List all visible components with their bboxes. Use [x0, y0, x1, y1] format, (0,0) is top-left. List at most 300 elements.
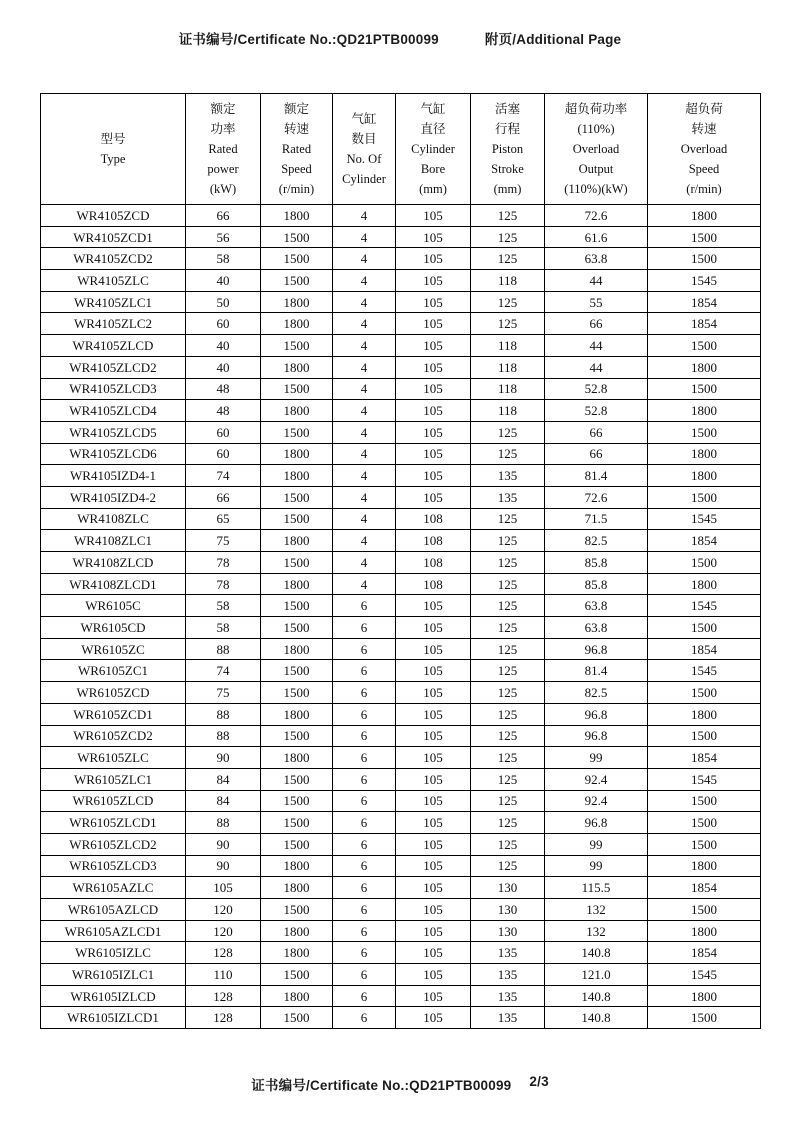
table-cell: 82.5	[545, 530, 648, 552]
table-cell: 1500	[261, 790, 333, 812]
table-cell: WR6105IZLC	[41, 942, 186, 964]
table-cell: 1500	[261, 270, 333, 292]
table-cell: 1500	[648, 790, 761, 812]
table-cell: 4	[333, 552, 396, 574]
table-cell: 44	[545, 335, 648, 357]
table-row	[41, 313, 761, 335]
column-header-line: Speed	[688, 162, 720, 176]
table-row	[41, 400, 761, 422]
table-cell: 105	[186, 877, 261, 899]
table-cell: 1800	[261, 877, 333, 899]
table-cell: 130	[471, 877, 545, 899]
table-cell: 105	[396, 725, 471, 747]
table-cell: WR4105IZD4-1	[41, 465, 186, 487]
table-cell: WR6105IZLCD1	[41, 1007, 186, 1029]
table-cell: 1500	[648, 378, 761, 400]
table-cell: 105	[396, 638, 471, 660]
table-cell: 1500	[261, 595, 333, 617]
table-cell: 1545	[648, 270, 761, 292]
table-cell: 125	[471, 313, 545, 335]
table-cell: WR6105ZLCD2	[41, 833, 186, 855]
table-cell: 1500	[648, 226, 761, 248]
column-header-line: 超负荷功率	[564, 102, 628, 116]
table-cell: 90	[186, 855, 261, 877]
table-cell: 1500	[261, 486, 333, 508]
table-cell: 6	[333, 638, 396, 660]
table-cell: WR4105ZLCD6	[41, 443, 186, 465]
table-cell: 81.4	[545, 660, 648, 682]
table-cell: 6	[333, 617, 396, 639]
table-cell: 63.8	[545, 595, 648, 617]
column-header-line: No. Of	[346, 152, 382, 166]
table-cell: 130	[471, 920, 545, 942]
table-cell: 1800	[648, 920, 761, 942]
table-cell: 40	[186, 270, 261, 292]
table-cell: 84	[186, 768, 261, 790]
table-row	[41, 833, 761, 855]
table-cell: 135	[471, 1007, 545, 1029]
table-cell: 1800	[261, 443, 333, 465]
table-cell: 105	[396, 833, 471, 855]
table-cell: 1800	[261, 747, 333, 769]
table-cell: 4	[333, 226, 396, 248]
table-cell: WR6105IZLC1	[41, 964, 186, 986]
column-header-overload-speed	[648, 94, 761, 205]
table-row	[41, 790, 761, 812]
table-cell: 96.8	[545, 812, 648, 834]
table-cell: 4	[333, 378, 396, 400]
table-cell: 58	[186, 595, 261, 617]
table-cell: 1800	[261, 703, 333, 725]
table-cell: 1800	[261, 465, 333, 487]
table-cell: 1500	[261, 899, 333, 921]
table-cell: 1800	[261, 356, 333, 378]
table-cell: 48	[186, 400, 261, 422]
column-header-line: 直径	[420, 122, 446, 136]
table-cell: 6	[333, 1007, 396, 1029]
table-cell: 4	[333, 465, 396, 487]
table-cell: 128	[186, 985, 261, 1007]
table-header-row	[41, 94, 761, 205]
table-cell: 105	[396, 378, 471, 400]
column-header-line: Stroke	[491, 162, 524, 176]
table-cell: 118	[471, 378, 545, 400]
engine-spec-table	[40, 93, 761, 1029]
table-row	[41, 985, 761, 1007]
table-cell: WR6105ZC1	[41, 660, 186, 682]
table-cell: 66	[545, 313, 648, 335]
table-cell: 6	[333, 855, 396, 877]
table-cell: WR4108ZLCD	[41, 552, 186, 574]
table-cell: 6	[333, 725, 396, 747]
table-cell: 4	[333, 291, 396, 313]
column-header-line: Speed	[281, 162, 312, 176]
column-header-line: Cylinder	[411, 142, 455, 156]
table-cell: 1854	[648, 638, 761, 660]
table-cell: 6	[333, 964, 396, 986]
table-cell: WR6105AZLCD	[41, 899, 186, 921]
table-cell: 78	[186, 573, 261, 595]
table-row	[41, 899, 761, 921]
table-row	[41, 617, 761, 639]
table-cell: 125	[471, 205, 545, 227]
table-cell: 88	[186, 703, 261, 725]
table-cell: WR6105ZLCD3	[41, 855, 186, 877]
column-header-line: (r/min)	[686, 182, 722, 196]
table-cell: 4	[333, 400, 396, 422]
table-cell: 1854	[648, 313, 761, 335]
table-cell: 118	[471, 400, 545, 422]
table-cell: 6	[333, 812, 396, 834]
table-cell: 61.6	[545, 226, 648, 248]
table-cell: 125	[471, 812, 545, 834]
table-cell: 96.8	[545, 638, 648, 660]
table-cell: 4	[333, 508, 396, 530]
table-row	[41, 356, 761, 378]
table-cell: 4	[333, 205, 396, 227]
table-cell: 108	[396, 508, 471, 530]
table-cell: 128	[186, 1007, 261, 1029]
table-cell: 125	[471, 725, 545, 747]
table-cell: 105	[396, 313, 471, 335]
table-cell: 1500	[261, 1007, 333, 1029]
table-cell: 6	[333, 899, 396, 921]
table-cell: 1545	[648, 595, 761, 617]
column-header-line: (mm)	[493, 182, 522, 196]
table-cell: 4	[333, 335, 396, 357]
table-cell: 1500	[261, 617, 333, 639]
table-row	[41, 508, 761, 530]
column-header-type	[41, 94, 186, 205]
table-cell: 140.8	[545, 942, 648, 964]
table-cell: 56	[186, 226, 261, 248]
table-cell: 105	[396, 595, 471, 617]
table-cell: 99	[545, 833, 648, 855]
table-header	[41, 94, 761, 205]
certificate-number-footer: 证书编号/Certificate No.:QD21PTB00099	[251, 1078, 512, 1093]
table-cell: 4	[333, 573, 396, 595]
table-cell: WR4105ZLC1	[41, 291, 186, 313]
table-cell: WR6105ZC	[41, 638, 186, 660]
table-cell: 65	[186, 508, 261, 530]
table-cell: 72.6	[545, 486, 648, 508]
table-cell: 85.8	[545, 573, 648, 595]
table-cell: WR4105ZLC2	[41, 313, 186, 335]
table-cell: 125	[471, 855, 545, 877]
table-cell: 1800	[261, 205, 333, 227]
table-cell: 125	[471, 682, 545, 704]
table-cell: 78	[186, 552, 261, 574]
column-header-line: 转速	[283, 122, 309, 136]
column-header-overload-output	[545, 94, 648, 205]
table-cell: 125	[471, 617, 545, 639]
table-cell: 135	[471, 465, 545, 487]
column-header-line: 额定	[210, 102, 236, 116]
table-cell: 135	[471, 985, 545, 1007]
column-header-line: Piston	[491, 142, 524, 156]
table-cell: 96.8	[545, 725, 648, 747]
table-cell: 58	[186, 617, 261, 639]
table-cell: 1500	[261, 335, 333, 357]
column-header-line: (r/min)	[278, 182, 315, 196]
table-cell: WR4105ZCD	[41, 205, 186, 227]
column-header-line: Overload	[680, 142, 728, 156]
table-cell: 48	[186, 378, 261, 400]
column-header-line: 型号	[100, 132, 126, 146]
table-cell: 72.6	[545, 205, 648, 227]
table-cell: 1500	[648, 248, 761, 270]
table-cell: 125	[471, 508, 545, 530]
table-cell: 60	[186, 443, 261, 465]
column-header-line: Rated	[208, 142, 238, 156]
table-cell: 135	[471, 964, 545, 986]
table-cell: WR4105ZLCD4	[41, 400, 186, 422]
table-cell: 88	[186, 812, 261, 834]
table-cell: WR4105ZLCD	[41, 335, 186, 357]
table-cell: 1500	[648, 421, 761, 443]
table-cell: 1500	[648, 335, 761, 357]
table-cell: 1800	[648, 465, 761, 487]
table-cell: 1854	[648, 530, 761, 552]
table-row	[41, 530, 761, 552]
table-cell: WR4105ZLCD5	[41, 421, 186, 443]
table-row	[41, 378, 761, 400]
table-cell: 128	[186, 942, 261, 964]
table-row	[41, 486, 761, 508]
table-cell: 6	[333, 985, 396, 1007]
table-cell: WR4108ZLCD1	[41, 573, 186, 595]
table-cell: 105	[396, 421, 471, 443]
table-cell: 1500	[261, 378, 333, 400]
table-cell: 1800	[648, 703, 761, 725]
table-cell: 121.0	[545, 964, 648, 986]
table-cell: 1500	[648, 617, 761, 639]
table-cell: 88	[186, 638, 261, 660]
table-cell: 96.8	[545, 703, 648, 725]
table-cell: 135	[471, 486, 545, 508]
table-cell: 60	[186, 421, 261, 443]
table-row	[41, 443, 761, 465]
table-cell: 1500	[648, 1007, 761, 1029]
table-cell: 1545	[648, 964, 761, 986]
table-cell: 40	[186, 356, 261, 378]
table-cell: 1545	[648, 768, 761, 790]
table-cell: 6	[333, 682, 396, 704]
table-cell: 105	[396, 248, 471, 270]
table-cell: WR4105ZLC	[41, 270, 186, 292]
table-cell: 74	[186, 465, 261, 487]
table-cell: 82.5	[545, 682, 648, 704]
table-cell: 1500	[261, 660, 333, 682]
table-cell: WR6105ZLC1	[41, 768, 186, 790]
table-cell: 105	[396, 660, 471, 682]
table-row	[41, 964, 761, 986]
table-cell: WR6105IZLCD	[41, 985, 186, 1007]
table-cell: 105	[396, 768, 471, 790]
table-cell: 1500	[261, 964, 333, 986]
column-header-line: 功率	[210, 122, 236, 136]
table-cell: 125	[471, 291, 545, 313]
table-row	[41, 205, 761, 227]
column-header-line: 转速	[691, 122, 717, 136]
table-cell: 60	[186, 313, 261, 335]
table-cell: 1500	[261, 768, 333, 790]
table-row	[41, 465, 761, 487]
table-cell: 118	[471, 356, 545, 378]
table-cell: 135	[471, 942, 545, 964]
table-cell: 1500	[261, 833, 333, 855]
table-cell: 105	[396, 356, 471, 378]
table-row	[41, 270, 761, 292]
column-header-line: 气缸	[420, 102, 446, 116]
page-number: 2/3	[529, 1074, 549, 1089]
table-cell: 125	[471, 747, 545, 769]
table-cell: 66	[186, 486, 261, 508]
column-header-line: 额定	[283, 102, 309, 116]
table-cell: 58	[186, 248, 261, 270]
table-cell: 1854	[648, 291, 761, 313]
table-cell: 75	[186, 682, 261, 704]
table-cell: 125	[471, 595, 545, 617]
table-cell: 6	[333, 703, 396, 725]
table-cell: WR6105AZLC	[41, 877, 186, 899]
table-cell: 1800	[261, 942, 333, 964]
table-cell: 66	[545, 443, 648, 465]
table-cell: 1500	[261, 682, 333, 704]
table-cell: WR6105ZLCD1	[41, 812, 186, 834]
table-cell: 84	[186, 790, 261, 812]
table-cell: 88	[186, 725, 261, 747]
table-cell: 105	[396, 226, 471, 248]
column-header-cylinder-bore	[396, 94, 471, 205]
table-cell: 81.4	[545, 465, 648, 487]
column-header-rated-power	[186, 94, 261, 205]
table-cell: 1854	[648, 942, 761, 964]
table-row	[41, 595, 761, 617]
table-cell: 52.8	[545, 378, 648, 400]
table-cell: WR4105ZLCD3	[41, 378, 186, 400]
table-cell: 1800	[261, 291, 333, 313]
table-cell: 105	[396, 920, 471, 942]
table-cell: 1854	[648, 877, 761, 899]
table-cell: 74	[186, 660, 261, 682]
table-cell: 85.8	[545, 552, 648, 574]
table-cell: 1500	[648, 899, 761, 921]
column-header-line: 数目	[351, 132, 377, 146]
table-cell: 125	[471, 248, 545, 270]
table-cell: 1800	[648, 573, 761, 595]
table-cell: 105	[396, 790, 471, 812]
column-header-line: 超负荷	[685, 102, 723, 116]
column-header-piston-stroke	[471, 94, 545, 205]
table-cell: 1500	[261, 725, 333, 747]
table-cell: 4	[333, 486, 396, 508]
table-row	[41, 703, 761, 725]
table-cell: WR6105AZLCD1	[41, 920, 186, 942]
table-cell: WR4105ZCD1	[41, 226, 186, 248]
table-cell: 6	[333, 920, 396, 942]
table-cell: 105	[396, 270, 471, 292]
table-cell: 105	[396, 682, 471, 704]
table-cell: WR6105ZLC	[41, 747, 186, 769]
table-cell: WR4108ZLC1	[41, 530, 186, 552]
table-cell: 105	[396, 942, 471, 964]
table-cell: WR6105ZLCD	[41, 790, 186, 812]
table-cell: 4	[333, 270, 396, 292]
table-cell: 1500	[261, 812, 333, 834]
table-cell: 1500	[648, 833, 761, 855]
table-cell: 125	[471, 833, 545, 855]
table-row	[41, 1007, 761, 1029]
table-cell: WR4105ZLCD2	[41, 356, 186, 378]
table-cell: 1854	[648, 747, 761, 769]
table-row	[41, 942, 761, 964]
table-cell: 4	[333, 313, 396, 335]
table-cell: 4	[333, 443, 396, 465]
table-cell: 6	[333, 790, 396, 812]
table-cell: WR4105IZD4-2	[41, 486, 186, 508]
table-cell: 125	[471, 443, 545, 465]
table-cell: 118	[471, 335, 545, 357]
table-cell: 125	[471, 638, 545, 660]
table-cell: 1800	[648, 205, 761, 227]
table-cell: 1800	[261, 638, 333, 660]
table-row	[41, 573, 761, 595]
table-cell: 90	[186, 747, 261, 769]
table-cell: 120	[186, 920, 261, 942]
table-cell: 99	[545, 747, 648, 769]
table-cell: 105	[396, 855, 471, 877]
table-cell: 4	[333, 356, 396, 378]
table-row	[41, 877, 761, 899]
table-cell: 1800	[648, 400, 761, 422]
table-cell: 99	[545, 855, 648, 877]
table-cell: 125	[471, 790, 545, 812]
table-cell: 1500	[261, 248, 333, 270]
table-row	[41, 226, 761, 248]
table-cell: WR6105ZCD1	[41, 703, 186, 725]
table-cell: 1800	[261, 530, 333, 552]
table-cell: 40	[186, 335, 261, 357]
table-cell: 132	[545, 920, 648, 942]
table-row	[41, 552, 761, 574]
column-header-line: Type	[100, 152, 126, 166]
table-row	[41, 768, 761, 790]
table-cell: 50	[186, 291, 261, 313]
table-cell: 4	[333, 248, 396, 270]
table-cell: 125	[471, 552, 545, 574]
table-row	[41, 335, 761, 357]
table-row	[41, 421, 761, 443]
table-cell: 1500	[648, 682, 761, 704]
page-footer	[0, 1074, 800, 1094]
table-cell: 90	[186, 833, 261, 855]
table-cell: 105	[396, 486, 471, 508]
table-cell: 1545	[648, 508, 761, 530]
table-cell: 105	[396, 877, 471, 899]
table-cell: 1800	[261, 985, 333, 1007]
table-cell: 1800	[648, 855, 761, 877]
additional-page-label: 附页/Additional Page	[484, 32, 622, 47]
table-cell: 125	[471, 703, 545, 725]
column-header-cylinder-count	[333, 94, 396, 205]
table-cell: 66	[545, 421, 648, 443]
table-row	[41, 248, 761, 270]
table-cell: 6	[333, 877, 396, 899]
table-row	[41, 855, 761, 877]
table-cell: 92.4	[545, 790, 648, 812]
table-cell: 105	[396, 205, 471, 227]
